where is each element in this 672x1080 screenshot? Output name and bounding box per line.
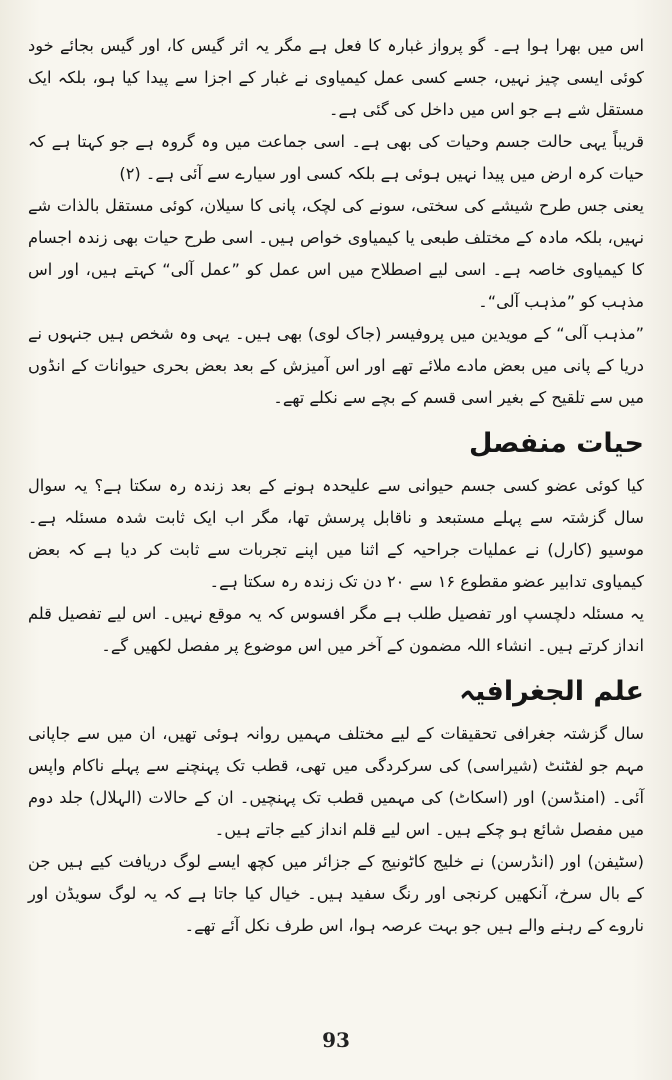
paragraph: ”مذہب آلی“ کے مویدین میں پروفیسر (جاک لوی) بھی ہیں۔ یہی وہ شخص ہیں جنہوں نے دریا کے پانی میں بعض مادے ملائے تھے اور اس آمیزش کے بعد بعض بحری حیوانات کے انڈوں میں سے تلقیح کے بغیر اسی قسم کے بچے سے نکلے تھے۔: [28, 324, 644, 407]
paragraph: یعنی جس طرح شیشے کی سختی، سونے کی لچک، پانی کا سیلان، کوئی مستقل بالذات شے نہیں، بلکہ مادہ کے مختلف طبعی یا کیمیاوی خواص ہیں۔ اسی طرح حیات بھی زندہ اجسام کا کیمیاوی خاصہ ہے۔ اسی لیے اصطلاح میں اس عمل کو ”عمل آلی“ کہتے ہیں، اور اس مذہب کو ”مذہب آلی“۔: [28, 196, 644, 311]
paragraph: (سٹیفن) اور (انڈرسن) نے خلیج کاٹونیج کے جزائر میں کچھ ایسے لوگ دریافت کیے ہیں جن کے بال سرخ، آنکھیں کرنجی اور رنگ سفید ہیں۔ خیال کیا جاتا ہے کہ یہ لوگ سویڈن اور ناروے کے رہنے والے ہیں جو بہت عرصہ ہوا، اس طرف نکل آئے تھے۔: [28, 852, 644, 935]
section-heading-hayat-munfasil: حیات منفصل: [468, 428, 644, 459]
paragraph: سال گزشتہ جغرافی تحقیقات کے لیے مختلف مہمیں روانہ ہوئی تھیں، ان میں سے جاپانی مہم جو لفٹنٹ (شیراسی) کی سرکردگی میں تھی، قطب تک پہنچنے سے پہلے ناکام واپس آئی۔ (امنڈسن) اور (اسکاٹ) کی مہمیں قطب تک پہنچیں۔ ان کے حالات (الہلال) جلد دوم میں مفصل شائع ہو چکے ہیں۔ اس لیے قلم انداز کیے جاتے ہیں۔: [28, 724, 644, 839]
page-number: 93: [322, 1028, 350, 1052]
paragraph: کیا کوئی عضو کسی جسم حیوانی سے علیحدہ ہونے کے بعد زندہ رہ سکتا ہے؟ یہ سوال سال گزشتہ سے پہلے مستبعد و ناقابل پرسش تھا، مگر اب ایک ثابت شدہ مسئلہ ہے۔ موسیو (کارل) نے عملیات جراحیہ کے اثنا میں اپنے تجربات سے ثابت کر دیا ہے کہ بعض کیمیاوی تدابیر عضو مقطوع ۱۶ سے ۲۰ دن تک زندہ رہ سکتا ہے۔: [28, 476, 644, 591]
section-heading-ilm-ul-jughrafia: علم الجغرافیہ: [459, 676, 644, 707]
paragraph: یہ مسئلہ دلچسپ اور تفصیل طلب ہے مگر افسوس کہ یہ موقع نہیں۔ اس لیے تفصیل قلم انداز کرتے ہیں۔ انشاء اللہ مضمون کے آخر میں اس موضوع پر مفصل لکھیں گے۔: [28, 604, 644, 655]
paragraph: اس میں بھرا ہوا ہے۔ گو پرواز غبارہ کا فعل ہے مگر یہ اثر گیس کا، اور گیس بجائے خود کوئی ایسی چیز نہیں، جسے کسی عمل کیمیاوی نے غبار کے اجزا سے پیدا کیا ہو، بلکہ ایک مستقل شے ہے جو اس میں داخل کی گئی ہے۔: [28, 36, 644, 119]
paragraph: قریباً یہی حالت جسم وحیات کی بھی ہے۔ اسی جماعت میں وہ گروہ ہے جو کہتا ہے کہ حیات کرہ ارض میں پیدا نہیں ہوئی ہے بلکہ کسی اور سیارے سے آئی ہے۔ (۲): [28, 132, 644, 183]
page-content: [28, 30, 644, 942]
